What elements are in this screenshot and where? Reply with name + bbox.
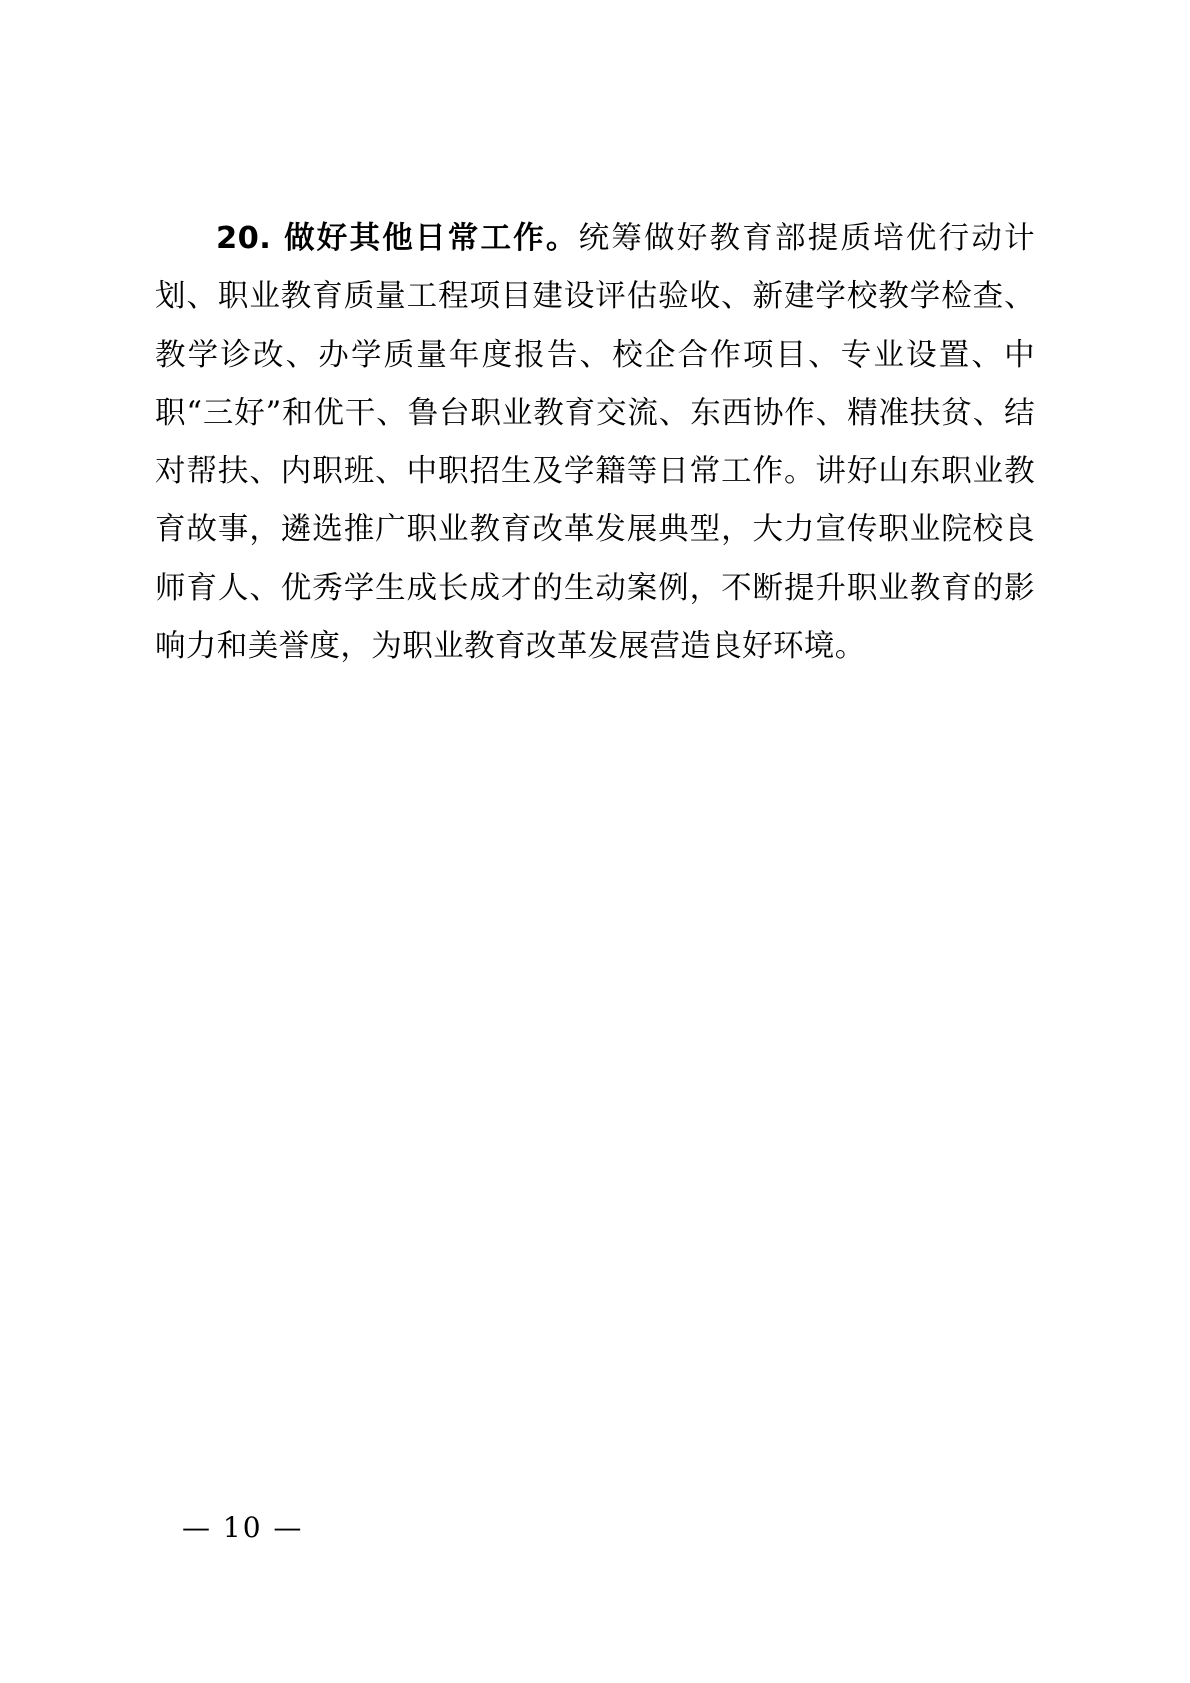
paragraph-body: 统筹做好教育部提质培优行动计划、职业教育质量工程项目建设评估验收、新建学校教学检查、教学诊改、办学质量年度报告、校企合作项目、专业设置、中职“三好”和优干、鲁台职业教育交流、东西协作、精准扶贫、结对帮扶、内职班、中职招生及学籍等日常工作。讲好山东职业教育故事，遴选推广职业教育改革发展典型，大力宣传职业院校良师育人、优秀学生成长成才的生动案例，不断提升职业教育的影响力和美誉度，为职业教育改革发展营造良好环境。 [155,221,1035,665]
page-number: — 10 — [182,1511,304,1544]
section-heading: 20. 做好其他日常工作。 [216,221,579,256]
paragraph-20 [155,210,1035,676]
